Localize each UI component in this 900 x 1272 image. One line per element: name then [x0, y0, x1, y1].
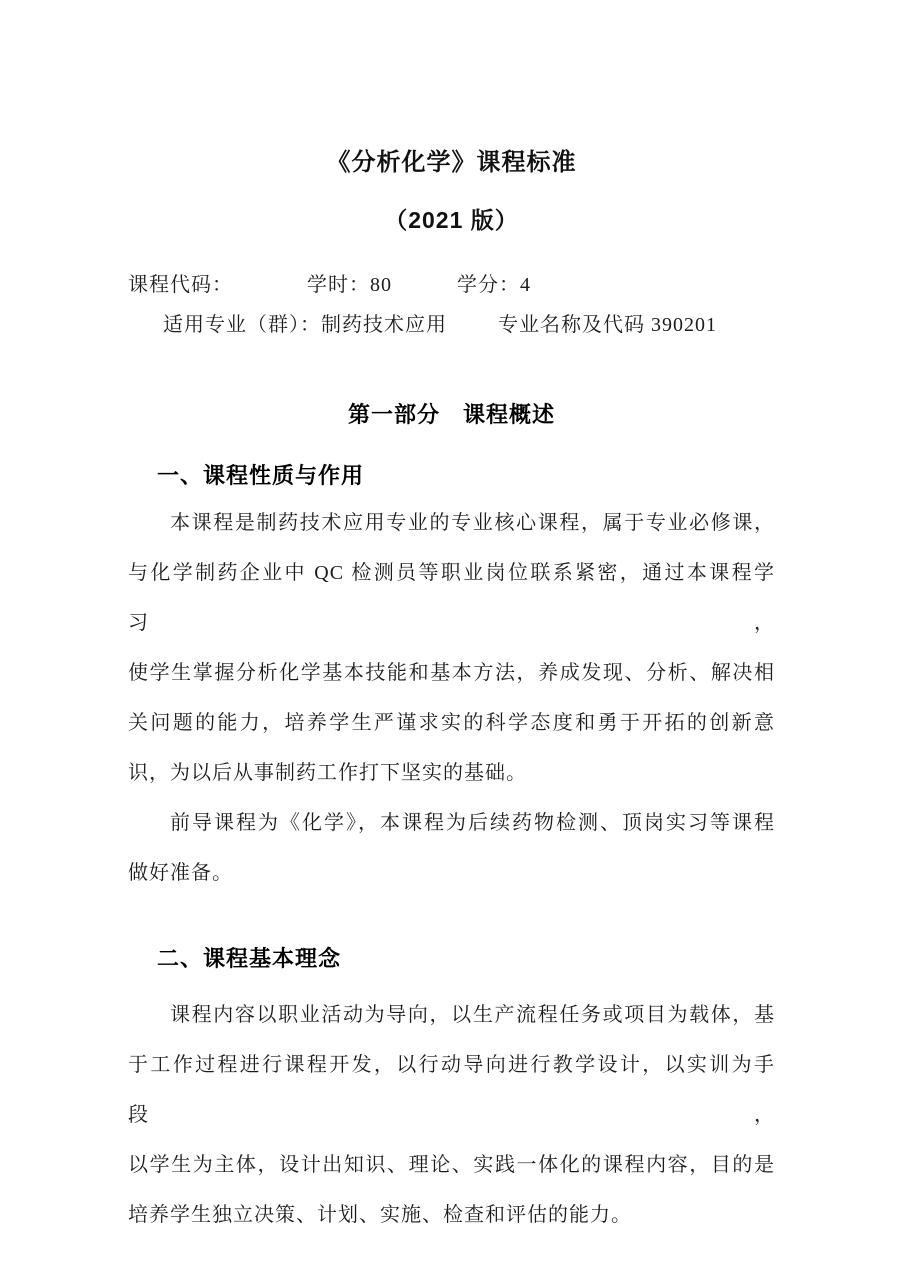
body-line: 识，为以后从事制药工作打下坚实的基础。	[128, 762, 527, 784]
part1-heading: 第一部分 课程概述	[347, 402, 555, 427]
section1-heading: 一、课程性质与作用	[157, 463, 365, 488]
body-line: 使学生掌握分析化学基本技能和基本方法，养成发现、分析、解决相	[128, 662, 775, 684]
meta-line-1	[128, 270, 775, 300]
body-line: 做好准备。	[128, 862, 233, 884]
majors-value: 制药技术应用	[321, 314, 447, 336]
credits-label: 学分：	[457, 274, 520, 296]
body-line: 课程内容以职业活动为导向，以生产流程任务或项目为载体，基	[170, 1004, 775, 1026]
course-code-label: 课程代码：	[128, 274, 233, 296]
course-code-field	[128, 270, 233, 300]
body-line: 培养学生独立决策、计划、实施、检查和评估的能力。	[128, 1204, 632, 1226]
body-line: 前导课程为《化学》，本课程为后续药物检测、顶岗实习等课程	[170, 812, 775, 834]
doc-title: 《分析化学》课程标准	[326, 149, 577, 176]
majors-label: 适用专业（群）：	[163, 314, 321, 336]
section2-paragraph1	[128, 990, 775, 1240]
meta-line-2	[128, 310, 775, 340]
hours-field	[307, 270, 392, 300]
hours-label: 学时：	[307, 274, 370, 296]
credits-field	[457, 270, 531, 300]
body-line: 以学生为主体，设计出知识、理论、实践一体化的课程内容，目的是	[128, 1154, 775, 1176]
credits-value: 4	[520, 274, 531, 296]
doc-edition: （2021 版）	[384, 207, 519, 233]
hours-value: 80	[370, 274, 392, 296]
major-code-field	[498, 310, 717, 340]
body-line: 本课程是制药技术应用专业的专业核心课程，属于专业必修课，	[170, 512, 775, 534]
section1-paragraph1	[128, 498, 775, 798]
section1-paragraph2	[128, 798, 775, 898]
body-line: 于工作过程进行课程开发，以行动导向进行教学设计，以实训为手段，	[128, 1054, 775, 1126]
majors-field	[163, 310, 447, 340]
major-code-label: 专业名称及代码	[498, 314, 651, 336]
body-line: 与化学制药企业中 QC 检测员等职业岗位联系紧密，通过本课程学习，	[128, 562, 775, 634]
section2-heading: 二、课程基本理念	[157, 946, 342, 971]
major-code-value: 390201	[651, 314, 717, 336]
body-line: 关问题的能力，培养学生严谨求实的科学态度和勇于开拓的创新意	[128, 712, 775, 734]
